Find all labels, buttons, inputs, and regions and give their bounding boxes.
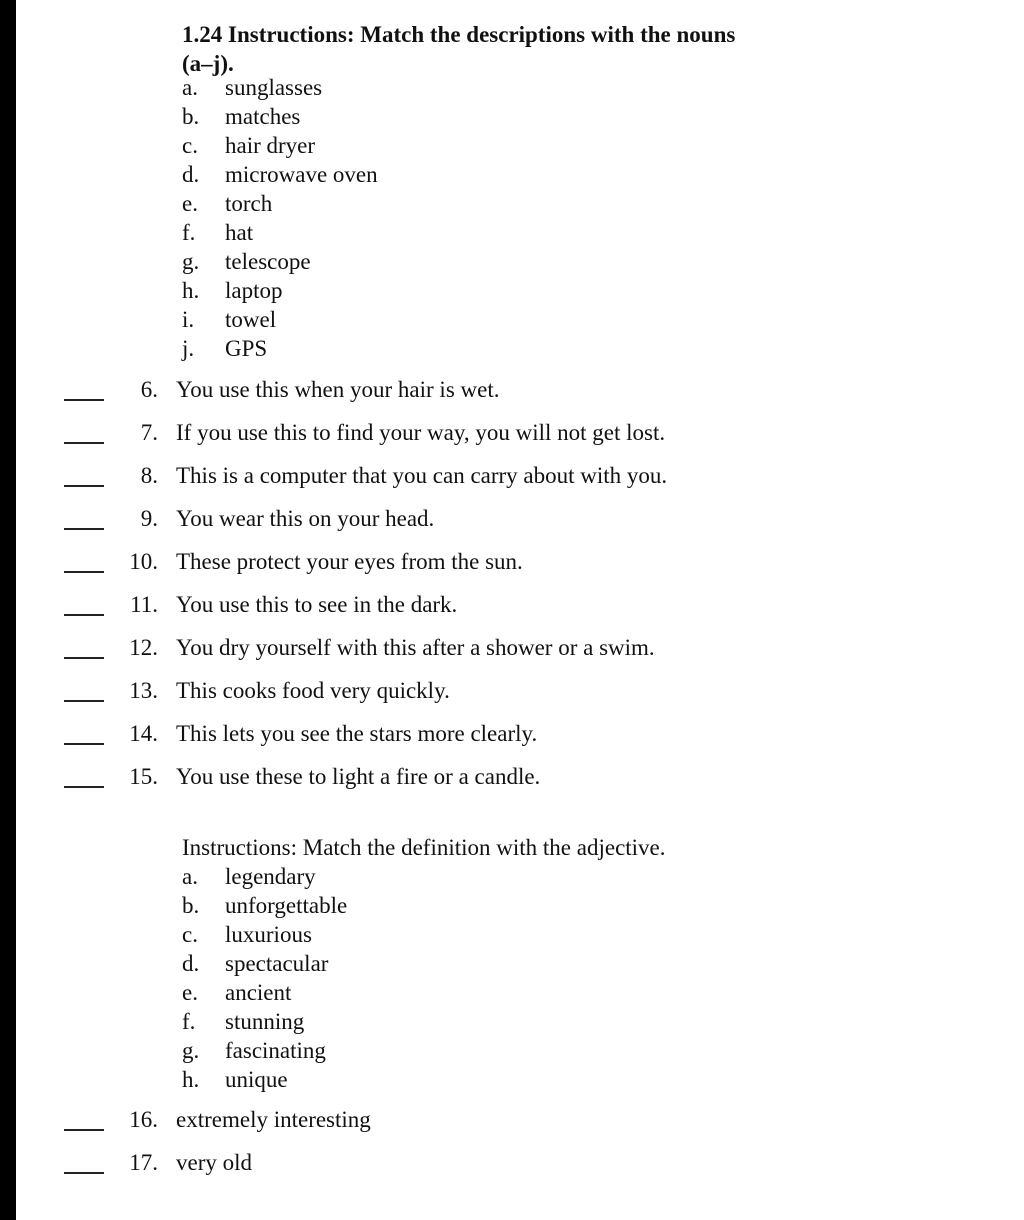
option-letter: f.: [182, 220, 196, 245]
option-text: sunglasses: [225, 75, 323, 100]
question-number: 11.: [130, 592, 158, 617]
option-text: towel: [225, 307, 277, 332]
question-text: You use this when your hair is wet.: [176, 377, 500, 402]
answer-blank[interactable]: [64, 657, 104, 659]
option-text: microwave oven: [225, 162, 378, 187]
question-text: This lets you see the stars more clearly.: [176, 721, 538, 746]
section2-title: Instructions: Match the definition with the adjective.: [182, 835, 666, 860]
option-letter: b.: [182, 893, 200, 918]
option-text: matches: [225, 104, 301, 129]
option-letter: a.: [182, 864, 198, 889]
answer-blank[interactable]: [64, 786, 104, 788]
option-text: unique: [225, 1067, 288, 1092]
answer-blank[interactable]: [64, 485, 104, 487]
answer-blank[interactable]: [64, 700, 104, 702]
answer-blank[interactable]: [64, 528, 104, 530]
question-text: extremely interesting: [176, 1107, 371, 1132]
answer-blank[interactable]: [64, 399, 104, 401]
option-letter: g.: [182, 1038, 200, 1063]
question-number: 14.: [129, 721, 158, 746]
option-text: telescope: [225, 249, 311, 274]
option-text: spectacular: [225, 951, 329, 976]
option-letter: j.: [182, 336, 195, 361]
option-text: unforgettable: [225, 893, 348, 918]
answer-blank[interactable]: [64, 571, 104, 573]
question-text: If you use this to find your way, you will not get lost.: [176, 420, 666, 445]
question-number: 16.: [129, 1107, 158, 1132]
question-number: 7.: [140, 420, 158, 445]
option-letter: h.: [182, 1067, 200, 1092]
option-text: torch: [225, 191, 273, 216]
question-text: This cooks food very quickly.: [176, 678, 450, 703]
question-text: This is a computer that you can carry about with you.: [176, 463, 668, 488]
option-letter: d.: [182, 951, 200, 976]
question-text: These protect your eyes from the sun.: [176, 549, 523, 574]
option-text: luxurious: [225, 922, 312, 947]
option-letter: e.: [182, 191, 198, 216]
question-number: 15.: [129, 764, 158, 789]
question-text: very old: [176, 1150, 253, 1175]
answer-blank[interactable]: [64, 1129, 104, 1131]
answer-blank[interactable]: [64, 743, 104, 745]
left-page-edge: [0, 0, 16, 1220]
option-letter: h.: [182, 278, 200, 303]
question-text: You wear this on your head.: [176, 506, 435, 531]
question-number: 10.: [129, 549, 158, 574]
option-letter: c.: [182, 133, 198, 158]
option-letter: a.: [182, 75, 198, 100]
question-number: 12.: [129, 635, 158, 660]
question-text: You use this to see in the dark.: [176, 592, 458, 617]
option-letter: i.: [182, 307, 195, 332]
option-letter: c.: [182, 922, 198, 947]
option-text: fascinating: [225, 1038, 326, 1063]
option-letter: f.: [182, 1009, 196, 1034]
option-letter: g.: [182, 249, 200, 274]
option-text: laptop: [225, 278, 283, 303]
option-text: ancient: [225, 980, 292, 1005]
option-text: legendary: [225, 864, 316, 889]
option-letter: b.: [182, 104, 200, 129]
question-number: 17.: [129, 1150, 158, 1175]
question-text: You dry yourself with this after a shower or a swim.: [176, 635, 655, 660]
option-letter: e.: [182, 980, 198, 1005]
question-number: 13.: [129, 678, 158, 703]
answer-blank[interactable]: [64, 614, 104, 616]
option-text: stunning: [225, 1009, 305, 1034]
question-number: 9.: [140, 506, 158, 531]
option-text: hat: [225, 220, 254, 245]
section1-title: 1.24 Instructions: Match the descriptions with the nouns (a–j).: [182, 22, 736, 76]
question-number: 6.: [140, 377, 158, 402]
answer-blank[interactable]: [64, 442, 104, 444]
answer-blank[interactable]: [64, 1172, 104, 1174]
option-text: hair dryer: [225, 133, 316, 158]
option-text: GPS: [225, 336, 268, 361]
question-text: You use these to light a fire or a candle.: [176, 764, 541, 789]
option-letter: d.: [182, 162, 200, 187]
question-number: 8.: [140, 463, 158, 488]
